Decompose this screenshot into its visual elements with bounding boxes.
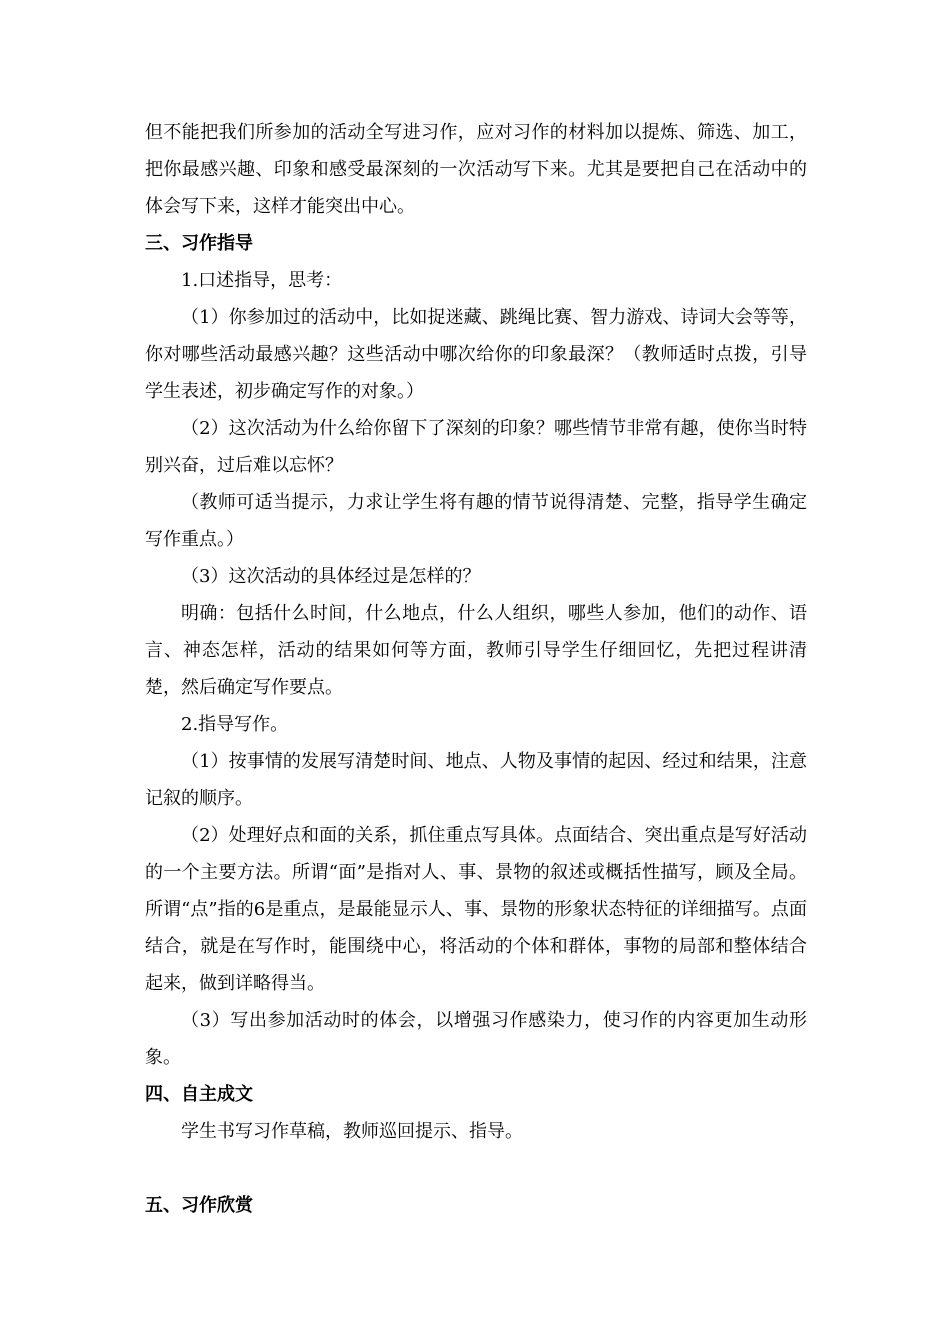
writing-point-2: （2）处理好点和面的关系，抓住重点写具体。点面结合、突出重点是写好活动的一个主要方法。所谓“面”是指对人、事、景物的叙述或概括性描写，顾及全局。所谓“点”指的6是重点，是最能显示人、事、景物的形象状态特征的详细描写。点面结合，就是在写作时，能围绕中心，将活动的个体和群体，事物的局部和整体结合起来，做到详略得当。: [145, 825, 807, 994]
writing-point-1: （1）按事情的发展写清楚时间、地点、人物及事情的起因、经过和结果，注意记叙的顺序。: [145, 751, 807, 809]
section-heading-3: 三、习作指导: [145, 233, 253, 254]
section-heading-4: 四、自主成文: [145, 1084, 253, 1105]
section-heading-5: 五、习作欣赏: [145, 1195, 253, 1216]
independent-writing-text: 学生书写习作草稿，教师巡回提示、指导。: [181, 1121, 523, 1142]
clarification: 明确：包括什么时间，什么地点，什么人组织，哪些人参加，他们的动作、语言、神态怎样，活动的结果如何等方面，教师引导学生仔细回忆，先把过程讲清楚，然后确定写作要点。: [145, 603, 807, 698]
intro-paragraph: 但不能把我们所参加的活动全写进习作，应对习作的材料加以提炼、筛选、加工，把你最感兴趣、印象和感受最深刻的一次活动写下来。尤其是要把自己在活动中的体会写下来，这样才能突出中心。: [145, 122, 807, 217]
question-1: （1）你参加过的活动中，比如捉迷藏、跳绳比赛、智力游戏、诗词大会等等，你对哪些活动最感兴趣？这些活动中哪次给你的印象最深？（教师适时点拨，引导学生表述，初步确定写作的对象。）: [145, 307, 807, 402]
question-3: （3）这次活动的具体经过是怎样的？: [181, 566, 481, 587]
document-body: [145, 114, 807, 1224]
writing-point-3: （3）写出参加活动时的体会，以增强习作感染力，使习作的内容更加生动形象。: [145, 1010, 807, 1068]
question-2: （2）这次活动为什么给你留下了深刻的印象？哪些情节非常有趣，使你当时特别兴奋，过后难以忘怀？: [145, 418, 807, 476]
oral-guidance-title: 1.口述指导，思考：: [181, 270, 343, 291]
teacher-hint: （教师可适当提示，力求让学生将有趣的情节说得清楚、完整，指导学生确定写作重点。）: [145, 492, 807, 550]
writing-guidance-title: 2.指导写作。: [181, 714, 289, 735]
blank-line: [145, 1150, 807, 1187]
